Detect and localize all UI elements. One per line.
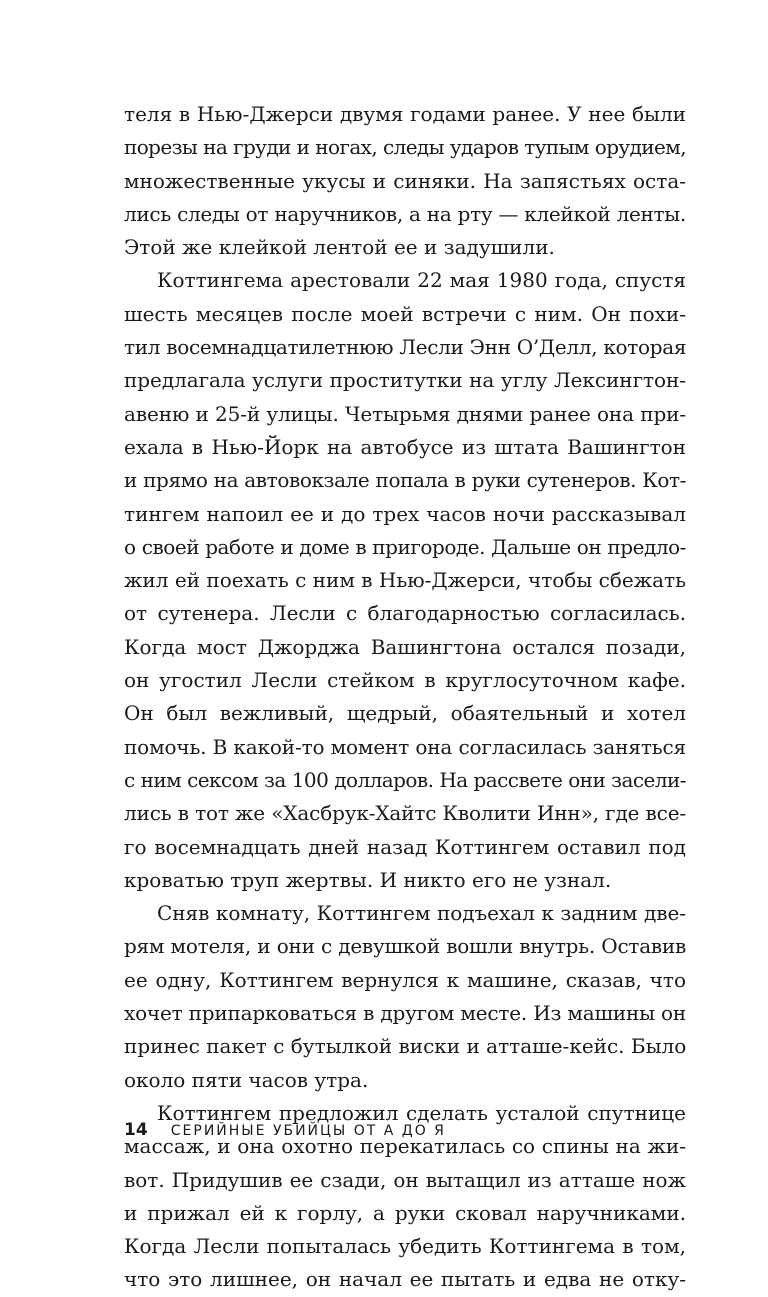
text-line: го восемнадцать дней назад Коттингем оставил под <box>124 834 686 859</box>
page-number: 14 <box>124 1120 148 1140</box>
text-line: теля в Нью-Джерси двумя годами ранее. У нее были <box>124 102 686 126</box>
text-line: рям мотеля, и они с девушкой вошли внутрь. Оставив <box>124 934 686 959</box>
text-line: и прямо на автовокзале попала в руки сутенеров. Кот- <box>124 468 686 493</box>
text-line: авеню и 25-й улицы. Четырьмя днями ранее она при- <box>124 401 687 426</box>
text-line: Когда мост Джорджа Вашингтона остался позади, <box>124 634 686 659</box>
text-line: порезы на груди и ногах, следы ударов тупым орудием, <box>124 135 686 160</box>
text-line: множественные укусы и синяки. На запястьях оста- <box>124 168 686 193</box>
text-line: с ним сексом за 100 долларов. На рассвете они засели- <box>124 767 686 792</box>
text-line: Коттингема арестовали 22 мая 1980 года, спустя <box>157 268 686 293</box>
text-line: лись следы от наручников, а на рту — клейкой ленты. <box>124 201 686 226</box>
text-line: тингем напоил ее и до трех часов ночи рассказывал <box>124 501 686 526</box>
text-line: ее одну, Коттингем вернулся к машине, сказав, что <box>124 967 686 992</box>
text-line: шесть месяцев после моей встречи с ним. Он похи- <box>124 301 686 326</box>
text-line: о своей работе и доме в пригороде. Дальше он предло- <box>124 534 686 559</box>
text-line: тил восемнадцатилетнюю Лесли Энн О’Делл, которая <box>124 335 687 360</box>
text-line: от сутенера. Лесли с благодарностью согласилась. <box>124 601 686 626</box>
text-line: жил ей поехать с ним в Нью-Джерси, чтобы сбежать <box>124 568 686 593</box>
text-line: Этой же клейкой лентой ее и задушили. <box>124 235 555 260</box>
text-line: кроватью труп жертвы. И никто его не узнал. <box>124 867 612 892</box>
text-line: что это лишнее, он начал ее пытать и едва не отку- <box>124 1267 686 1292</box>
text-line: он угостил Лесли стейком в круглосуточном кафе. <box>124 668 686 693</box>
text-line: Когда Лесли попыталась убедить Коттингема в том, <box>124 1234 686 1259</box>
text-line: предлагала услуги проститутки на углу Лексингтон- <box>124 368 686 393</box>
page-footer <box>124 1116 446 1144</box>
text-line: около пяти часов утра. <box>124 1067 369 1092</box>
text-line: хочет припарковаться в другом месте. Из машины он <box>124 1001 686 1026</box>
text-line: принес пакет с бутылкой виски и атташе-кейс. Было <box>124 1034 687 1059</box>
text-line: Сняв комнату, Коттингем подъехал к задним две- <box>157 901 686 926</box>
text-line: помочь. В какой-то момент она согласилась заняться <box>124 734 686 759</box>
text-line: Он был вежливый, щедрый, обаятельный и хотел <box>124 701 686 726</box>
text-line: ехала в Нью-Йорк на автобусе из штата Вашингтон <box>124 434 686 459</box>
text-line: и прижал ей к горлу, а руки сковал наручниками. <box>124 1200 686 1225</box>
text-line: лись в тот же «Хасбрук-Хайтс Кволити Инн», где все- <box>124 801 686 826</box>
text-line: вот. Придушив ее сзади, он вытащил из атташе нож <box>124 1167 686 1192</box>
text-line: Коттингем предложил сделать усталой спутнице <box>157 1100 686 1125</box>
text-line: массаж, и она охотно перекатилась со спины на жи- <box>124 1134 686 1159</box>
running-title: СЕРИЙНЫЕ УБИЙЦЫ ОТ А ДО Я <box>170 1123 446 1139</box>
